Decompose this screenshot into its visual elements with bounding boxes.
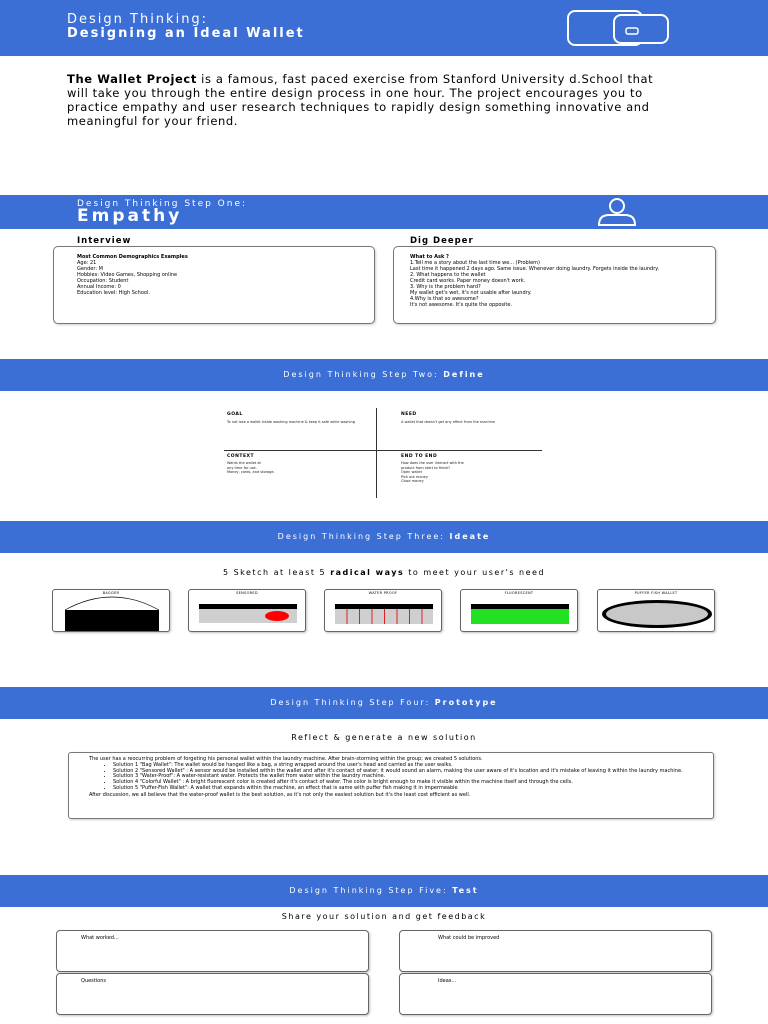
interview-line: Age: 21 (77, 260, 97, 266)
prototype-step-label (0, 698, 768, 707)
dig-line: Last time it happened 2 days ago. Same issue. Whenever doing laundry. Forgets inside the laundry. (410, 266, 660, 272)
need-text: A wallet that doesn't get any effect from the machine (401, 420, 496, 424)
e2e-line: Close money (401, 479, 424, 483)
header-band (0, 0, 768, 56)
questions-label: Questions (81, 978, 106, 984)
solution-item: • Solution 5 "Puffer-Fish Wallet": A wallet that expands within the machine, an effect that is same with puffer fish making it in impermeable (113, 786, 704, 792)
dig-line: 1.Tell me a story about the last time we... (Problem) (410, 260, 541, 266)
e2e-line: product from start to finish? (401, 465, 451, 470)
header-title-line1: Design Thinking: (67, 12, 209, 27)
test-subtitle: Share your solution and get feedback (281, 912, 487, 921)
dig-line: My wallet get's wet, it's not usable after laundry. (410, 290, 532, 296)
dig-line: Credit card works. Paper money doesn't work. (410, 278, 526, 284)
e2e-line: Pick out money (401, 474, 428, 479)
e2e-line: Open wallet (401, 470, 422, 474)
sketch-caption: PUFFER FISH WALLET (634, 591, 678, 595)
sketch-caption: WATER PROOF (368, 591, 398, 595)
what-worked-box[interactable] (56, 930, 369, 972)
solution-item: • Solution 2 "Sensored Wallet" : A sensor would be installed within the wallet and after it's contact of water; it would sound an alarm, making the user aware of it's location and it's mistake of leaving it within the laundry machine. (113, 769, 704, 775)
header-title-line2: Designing an Ideal Wallet (67, 26, 305, 41)
empathy-band (0, 195, 768, 229)
dig-line: 3. Why is the problem hard? (410, 284, 481, 290)
define-step-bold: Define (443, 370, 485, 379)
interview-label: Interview (77, 236, 132, 246)
goal-title: GOAL (227, 412, 243, 417)
test-step-label (0, 886, 768, 895)
ideate-step-bold: Ideate (449, 532, 491, 541)
solution-item: • Solution 3 "Water-Proof": A water-resistant water. Protects the wallet from water within the laundry machine. (113, 774, 704, 780)
sketch-fluorescent (460, 589, 578, 632)
context-line: any time for use. (227, 465, 257, 470)
solution-item: • Solution 4 "Colorful Wallet" : A bright fluorescent color is created after it's contact of water. The color is bright enough to make it visible within the machine itself and through the cells. (113, 780, 704, 786)
ideate-step-label (0, 532, 768, 541)
prototype-intro: The user has a reocurring problem of forgeting his personal wallet within the laundry machine. After brain-storming within the group; we created 5 solutions. (89, 756, 483, 762)
prototype-content (89, 757, 704, 799)
dig-deeper-box (393, 246, 716, 324)
water-proof-wallet-drawing (325, 590, 442, 632)
interview-line: Gender: M (77, 266, 103, 272)
ideate-band (0, 521, 768, 553)
ideas-box[interactable] (399, 973, 712, 1015)
define-step-label (0, 370, 768, 379)
sketch-caption: SENSORED (236, 591, 258, 595)
empathy-step-label: Design Thinking Step One: (77, 199, 248, 209)
prototype-band (0, 687, 768, 719)
ideas-label: Ideas... (438, 978, 457, 984)
dig-heading: What to Ask ? (410, 254, 449, 260)
ideate-subtitle (0, 568, 768, 577)
prototype-box (68, 752, 714, 819)
intro-bold: The Wallet Project (67, 72, 197, 86)
dig-deeper-label: Dig Deeper (410, 236, 474, 246)
sketch-bagger (52, 589, 170, 632)
solution-item: • Solution 1 "Bag Wallet": The wallet would be hanged like a bag, a string wrapped around the user's head and carried as the user walks. (113, 763, 704, 769)
fluorescent-wallet-drawing (461, 590, 578, 632)
prototype-conclusion: After discussion, we all believe that the water-proof wallet is the best solution, as it's not only the easiest solution but it's the least cost efficient as well. (89, 791, 471, 798)
define-horizontal-divider (224, 450, 542, 451)
sketch-puffer-fish (597, 589, 715, 632)
sketch-caption: FLUORESCENT (504, 591, 534, 595)
dig-line: 4.Why is that so awesome? (410, 296, 479, 302)
context-text (227, 461, 275, 475)
user-icon (595, 197, 639, 227)
dig-line: It's not awesome. It's quite the opposite. (410, 302, 513, 308)
intro-paragraph (67, 72, 667, 128)
define-step-prefix: Design Thinking Step Two: (283, 370, 444, 379)
bag-wallet-drawing (53, 590, 170, 632)
sketch-water-proof (324, 589, 442, 632)
interview-line: Annual Income: 0 (77, 284, 121, 290)
sensored-wallet-drawing (189, 590, 306, 632)
context-title: CONTEXT (227, 454, 255, 459)
define-vertical-divider (376, 408, 377, 498)
prototype-step-bold: Prototype (434, 698, 498, 707)
prototype-subtitle: Reflect & generate a new solution (291, 733, 477, 742)
interview-box (53, 246, 375, 324)
ideate-step-prefix: Design Thinking Step Three: (277, 532, 450, 541)
test-step-prefix: Design Thinking Step Five: (289, 886, 453, 895)
what-could-be-improved-label: What could be improved (438, 935, 500, 941)
ideate-subtitle-post: to meet your user's need (404, 568, 546, 577)
wallet-icon (566, 9, 671, 47)
interview-content (77, 254, 188, 296)
sketch-sensored (188, 589, 306, 632)
context-line: Money, cards, and storage. (227, 470, 275, 474)
interview-line: Hobbies: Video Games, Shopping online (77, 272, 178, 278)
need-title: NEED (401, 412, 417, 417)
dig-line: 2. What happens to the wallet (410, 272, 486, 278)
empathy-title: Empathy (77, 206, 183, 226)
questions-box[interactable] (56, 973, 369, 1015)
dig-deeper-content (410, 254, 710, 308)
end-to-end-text (401, 461, 464, 484)
what-could-be-improved-box[interactable] (399, 930, 712, 972)
what-worked-label: What worked... (81, 935, 119, 941)
puffer-fish-wallet-drawing (598, 590, 715, 632)
interview-line: Education level: High School. (77, 290, 150, 296)
test-step-bold: Test (452, 886, 479, 895)
test-band (0, 875, 768, 907)
interview-heading: Most Common Demographics Examples (77, 254, 188, 260)
context-line: Wants the wallet at (227, 461, 261, 465)
ideate-subtitle-bold: radical ways (330, 568, 405, 577)
sketch-caption: BAGGER (102, 591, 120, 595)
intro-text: is a famous, fast paced exercise from Stanford University d.School that will take you through the entire design process in one hour. The project encourages you to practice empathy and user research techniques to rapidly design something innovative and meaningful for your friend. (67, 72, 654, 128)
goal-text: To not lose a wallet inside washing machine & keep it safe while washing (227, 420, 355, 424)
define-band (0, 359, 768, 391)
interview-line: Occupation: Student (77, 278, 129, 284)
ideate-subtitle-pre: 5 Sketch at least 5 (222, 568, 331, 577)
solutions-list (89, 763, 704, 792)
prototype-step-prefix: Design Thinking Step Four: (270, 698, 435, 707)
end-to-end-title: END TO END (401, 454, 438, 459)
e2e-line: How does the user interact with the (401, 461, 464, 465)
